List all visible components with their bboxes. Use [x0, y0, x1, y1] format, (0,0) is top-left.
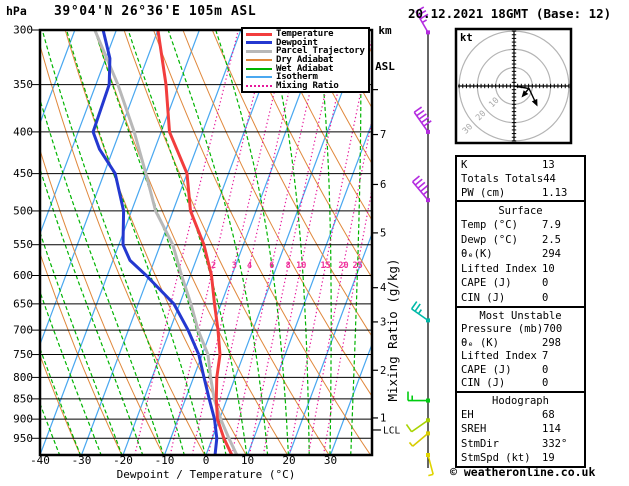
svg-text:-30: -30	[71, 454, 92, 467]
stat-row-mu-cape: CAPE (J) 0	[461, 363, 549, 376]
mixing-ratio-line-swatch	[246, 85, 272, 87]
svg-text:6: 6	[380, 178, 387, 191]
svg-text:20: 20	[282, 454, 296, 467]
svg-text:900: 900	[13, 412, 33, 426]
svg-text:4: 4	[380, 282, 387, 295]
svg-text:7: 7	[380, 129, 387, 142]
svg-text:8: 8	[285, 261, 291, 271]
svg-text:10: 10	[487, 95, 502, 110]
svg-text:25: 25	[352, 261, 363, 271]
svg-text:600: 600	[13, 269, 33, 283]
hodograph	[456, 29, 571, 143]
svg-text:0: 0	[202, 454, 210, 467]
stat-row-totals: Totals Totals 44	[461, 173, 556, 185]
svg-text:4: 4	[247, 261, 253, 271]
svg-text:20: 20	[474, 108, 489, 124]
svg-text:30: 30	[323, 454, 338, 467]
hodograph-unit-label: kt	[460, 32, 473, 44]
wet-adiabat-line-swatch	[246, 68, 272, 70]
stat-row-mu-thetae: θₑ (K) 298	[461, 336, 561, 349]
parcel-line-swatch	[246, 50, 272, 53]
svg-text:30: 30	[460, 122, 476, 137]
svg-text:Dewpoint / Temperature (°C): Dewpoint / Temperature (°C)	[116, 468, 296, 481]
svg-text:450: 450	[13, 167, 33, 181]
stat-row-mu-li: Lifted Index 7	[461, 350, 549, 363]
altitude-axis-unit	[371, 1, 399, 97]
svg-text:800: 800	[13, 370, 33, 384]
svg-text:300: 300	[13, 23, 33, 37]
datetime-title: 20.12.2021 18GMT (Base: 12)	[408, 6, 612, 21]
stats-panel-surface	[455, 200, 586, 308]
svg-text:2: 2	[211, 261, 217, 271]
svg-text:6: 6	[269, 261, 275, 271]
stat-row-sreh: SREH 114	[461, 423, 561, 436]
stat-row-cin-sfc: CIN (J) 0	[461, 291, 549, 304]
stat-row-thetae-sfc: θₑ(K) 294	[461, 248, 561, 260]
svg-text:3: 3	[231, 261, 237, 271]
svg-text:LCL: LCL	[383, 425, 401, 437]
temperature-line-swatch	[246, 33, 272, 36]
stat-row-mu-cin: CIN (J) 0	[461, 377, 549, 390]
stat-row-stmspd: StmSpd (kt) 19	[461, 451, 555, 464]
stat-row-pw: PW (cm) 1.13	[461, 187, 568, 199]
svg-text:950: 950	[13, 431, 33, 445]
svg-text:-20: -20	[113, 454, 133, 467]
legend-item-mixing-ratio: Mixing Ratio	[243, 82, 368, 91]
svg-text:15: 15	[320, 261, 331, 271]
stat-row-k: K 13	[461, 159, 555, 171]
svg-text:500: 500	[13, 204, 33, 218]
legend-item-wet-adiabat: Wet Adiabat	[243, 64, 368, 73]
svg-text:550: 550	[13, 238, 33, 252]
svg-text:-10: -10	[154, 454, 175, 467]
altitude-unit-asl: ASL	[375, 60, 395, 73]
svg-text:5: 5	[380, 227, 387, 240]
svg-text:20: 20	[338, 261, 349, 271]
svg-text:10: 10	[240, 454, 255, 467]
svg-text:10: 10	[296, 261, 307, 271]
stats-panel-indices	[455, 155, 586, 203]
legend-item-temperature: Temperature	[243, 30, 368, 39]
stat-row-eh: EH 68	[461, 409, 555, 422]
svg-text:700: 700	[13, 323, 33, 337]
dry-adiabat-line-swatch	[246, 59, 272, 61]
svg-text:400: 400	[13, 125, 33, 139]
legend-item-dry-adiabat: Dry Adiabat	[243, 56, 368, 65]
legend-item-parcel: Parcel Trajectory	[243, 47, 368, 56]
altitude-unit-km: km	[378, 24, 392, 37]
wind-barb-column	[406, 7, 433, 476]
legend-item-isotherm: Isotherm	[243, 73, 368, 82]
legend-item-dewpoint: Dewpoint	[243, 39, 368, 48]
stat-row-cape-sfc: CAPE (J) 0	[461, 277, 549, 289]
stat-row-temp: Temp (°C) 7.9	[461, 219, 561, 231]
stats-panel-hodograph	[455, 391, 586, 468]
stat-row-stmdir: StmDir 332°	[461, 437, 568, 450]
copyright: © weatheronline.co.uk	[450, 465, 596, 479]
stat-row-li-sfc: Lifted Index 10	[461, 262, 555, 275]
svg-text:2: 2	[380, 364, 387, 377]
stats-panel-most-unstable	[455, 306, 586, 393]
stat-row-dewp: Dewp (°C) 2.5	[461, 233, 561, 246]
pressure-axis-unit: hPa	[6, 4, 27, 18]
station-title: 39°04'N 26°36'E 105m ASL	[54, 4, 257, 19]
stat-row-mu-pressure: Pressure (mb) 700	[461, 323, 563, 336]
svg-text:850: 850	[13, 392, 33, 406]
svg-text:350: 350	[13, 78, 33, 92]
isotherm-line-swatch	[246, 76, 272, 78]
svg-text:1: 1	[380, 412, 387, 425]
svg-text:3: 3	[380, 316, 387, 329]
surface-panel-title: Surface	[498, 204, 543, 217]
mu-panel-title: Most Unstable	[479, 309, 562, 322]
dewpoint-line-swatch	[246, 41, 272, 44]
hodo-panel-title: Hodograph	[492, 395, 549, 408]
svg-text:650: 650	[13, 297, 33, 311]
mixing-ratio-axis-label: Mixing Ratio (g/kg)	[385, 258, 400, 402]
legend	[241, 27, 370, 93]
svg-text:-40: -40	[30, 454, 50, 467]
svg-text:750: 750	[13, 348, 33, 362]
